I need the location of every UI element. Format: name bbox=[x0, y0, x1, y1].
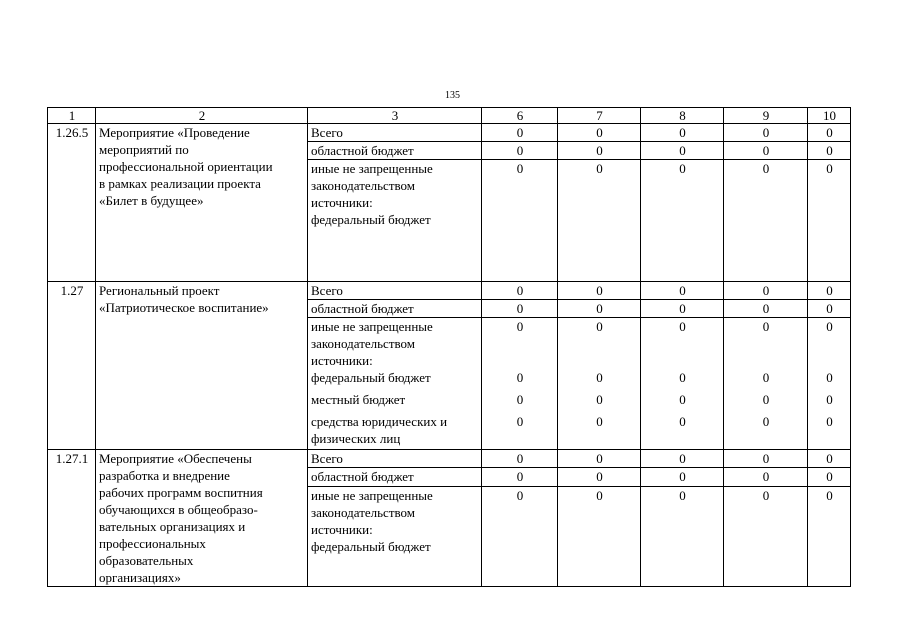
value-cell: 0 bbox=[558, 282, 641, 300]
item-code: 1.26.5 bbox=[48, 124, 96, 282]
source-label bbox=[308, 160, 482, 282]
value-cell: 0 bbox=[482, 160, 558, 282]
value-cell: 0 bbox=[641, 450, 724, 468]
value-stack bbox=[808, 318, 851, 450]
value-cell: 0 bbox=[482, 124, 558, 142]
header-cell: 3 bbox=[308, 108, 482, 124]
item-name-line: профессиональных bbox=[99, 536, 206, 551]
value-cell: 0 bbox=[641, 124, 724, 142]
value-cell: 0 bbox=[641, 468, 724, 486]
blank bbox=[811, 352, 848, 369]
header-cell: 8 bbox=[641, 108, 724, 124]
blank bbox=[485, 335, 555, 352]
header-cell: 2 bbox=[96, 108, 308, 124]
value-cell: 0 bbox=[826, 414, 833, 429]
value-cell: 0 bbox=[596, 370, 603, 385]
item-name-line: в рамках реализации проекта bbox=[99, 176, 261, 191]
value-cell: 0 bbox=[679, 392, 686, 407]
value-cell: 0 bbox=[641, 486, 724, 586]
header-cell: 1 bbox=[48, 108, 96, 124]
value-cell: 0 bbox=[724, 124, 808, 142]
source-label: областной бюджет bbox=[308, 300, 482, 318]
value-cell: 0 bbox=[516, 392, 524, 407]
source-label bbox=[308, 318, 482, 450]
item-code: 1.27 bbox=[48, 282, 96, 450]
value-cell: 0 bbox=[641, 142, 724, 160]
header-cell: 10 bbox=[808, 108, 851, 124]
value-cell: 0 bbox=[482, 142, 558, 160]
table-row bbox=[48, 282, 851, 300]
blank bbox=[561, 335, 638, 352]
value-cell: 0 bbox=[724, 142, 808, 160]
item-code: 1.27.1 bbox=[48, 450, 96, 587]
source-label-line: законодательством bbox=[311, 178, 416, 193]
blank bbox=[727, 352, 805, 369]
value-cell: 0 bbox=[558, 160, 641, 282]
value-cell: 0 bbox=[826, 319, 833, 334]
value-cell: 0 bbox=[808, 124, 851, 142]
item-name bbox=[96, 124, 308, 282]
value-cell: 0 bbox=[724, 468, 808, 486]
item-name-line: «Патриотическое воспитание» bbox=[99, 300, 269, 315]
source-label-line: иные не запрещенные bbox=[311, 161, 433, 176]
item-name-line: организациях» bbox=[99, 570, 181, 585]
value-cell: 0 bbox=[558, 300, 641, 318]
value-stack bbox=[641, 318, 724, 450]
source-label bbox=[308, 486, 482, 586]
value-cell: 0 bbox=[808, 450, 851, 468]
value-cell: 0 bbox=[826, 392, 833, 407]
header-cell: 7 bbox=[558, 108, 641, 124]
value-cell: 0 bbox=[516, 319, 524, 334]
source-label-line: иные не запрещенные bbox=[311, 487, 433, 503]
header-cell: 9 bbox=[724, 108, 808, 124]
value-cell: 0 bbox=[808, 486, 851, 586]
source-label-line: физических лиц bbox=[311, 431, 401, 446]
source-label: Всего bbox=[308, 124, 482, 142]
value-cell: 0 bbox=[482, 300, 558, 318]
source-label: Всего bbox=[308, 450, 482, 468]
blank bbox=[811, 335, 848, 352]
header-row bbox=[48, 108, 851, 124]
page-number: 135 bbox=[445, 90, 460, 101]
value-cell: 0 bbox=[808, 142, 851, 160]
blank bbox=[561, 352, 638, 369]
table-row bbox=[48, 450, 851, 468]
item-name-line: мероприятий по bbox=[99, 142, 189, 157]
value-cell: 0 bbox=[808, 300, 851, 318]
blank bbox=[644, 335, 721, 352]
source-label-line: средства юридических и bbox=[311, 414, 448, 429]
value-cell: 0 bbox=[762, 392, 770, 407]
source-label-line: федеральный бюджет bbox=[311, 370, 431, 385]
value-cell: 0 bbox=[482, 468, 558, 486]
value-cell: 0 bbox=[679, 319, 686, 334]
value-cell: 0 bbox=[724, 486, 808, 586]
item-name-line: Мероприятие «Обеспечены bbox=[99, 451, 252, 466]
table-row bbox=[48, 124, 851, 142]
source-label: областной бюджет bbox=[308, 142, 482, 160]
value-cell: 0 bbox=[596, 414, 603, 429]
value-cell: 0 bbox=[808, 468, 851, 486]
item-name bbox=[96, 450, 308, 587]
source-label-line: источники: bbox=[311, 521, 373, 537]
value-cell: 0 bbox=[516, 414, 524, 429]
value-cell: 0 bbox=[558, 142, 641, 160]
source-label: Всего bbox=[308, 282, 482, 300]
source-label-line: источники: bbox=[311, 195, 373, 210]
value-cell: 0 bbox=[596, 392, 603, 407]
value-cell: 0 bbox=[482, 486, 558, 586]
value-cell: 0 bbox=[641, 160, 724, 282]
source-label-line: федеральный бюджет bbox=[311, 212, 431, 227]
item-name-line: рабочих программ воспитния bbox=[99, 485, 263, 500]
item-name-line: обучающихся в общеобразо- bbox=[99, 502, 258, 517]
value-cell: 0 bbox=[482, 450, 558, 468]
blank bbox=[644, 352, 721, 369]
value-cell: 0 bbox=[808, 160, 851, 282]
value-cell: 0 bbox=[558, 486, 641, 586]
value-cell: 0 bbox=[762, 370, 770, 385]
header-cell: 6 bbox=[482, 108, 558, 124]
value-cell: 0 bbox=[558, 450, 641, 468]
source-label-line: федеральный бюджет bbox=[311, 538, 431, 554]
item-name-line: вательных организациях и bbox=[99, 519, 246, 534]
item-name-line: Региональный проект bbox=[99, 283, 220, 298]
funding-table bbox=[47, 107, 851, 587]
source-label-line: местный бюджет bbox=[311, 392, 406, 407]
value-cell: 0 bbox=[724, 300, 808, 318]
value-stack bbox=[558, 318, 641, 450]
item-name-line: профессиональной ориентации bbox=[99, 159, 273, 174]
source-label-line: законодательством bbox=[311, 504, 416, 520]
value-stack bbox=[724, 318, 808, 450]
item-name-line: Мероприятие «Проведение bbox=[99, 125, 250, 140]
value-cell: 0 bbox=[724, 160, 808, 282]
source-label-line: источники: bbox=[311, 353, 373, 368]
item-name-line: разработка и внедрение bbox=[99, 468, 230, 483]
value-cell: 0 bbox=[596, 319, 603, 334]
item-name-line: образовательных bbox=[99, 553, 194, 568]
source-label-line: иные не запрещенные bbox=[311, 319, 433, 334]
value-cell: 0 bbox=[762, 319, 770, 334]
source-label: областной бюджет bbox=[308, 468, 482, 486]
item-name bbox=[96, 282, 308, 450]
value-cell: 0 bbox=[482, 282, 558, 300]
value-cell: 0 bbox=[641, 282, 724, 300]
value-cell: 0 bbox=[826, 370, 833, 385]
blank bbox=[485, 352, 555, 369]
value-cell: 0 bbox=[724, 282, 808, 300]
value-cell: 0 bbox=[679, 414, 686, 429]
blank bbox=[727, 335, 805, 352]
value-cell: 0 bbox=[679, 370, 686, 385]
value-cell: 0 bbox=[808, 282, 851, 300]
value-cell: 0 bbox=[762, 414, 770, 429]
value-cell: 0 bbox=[724, 450, 808, 468]
source-label-line: законодательством bbox=[311, 336, 416, 351]
item-name-line: «Билет в будущее» bbox=[99, 193, 204, 208]
value-stack bbox=[482, 318, 558, 450]
value-cell: 0 bbox=[558, 124, 641, 142]
value-cell: 0 bbox=[641, 300, 724, 318]
value-cell: 0 bbox=[516, 370, 524, 385]
value-cell: 0 bbox=[558, 468, 641, 486]
